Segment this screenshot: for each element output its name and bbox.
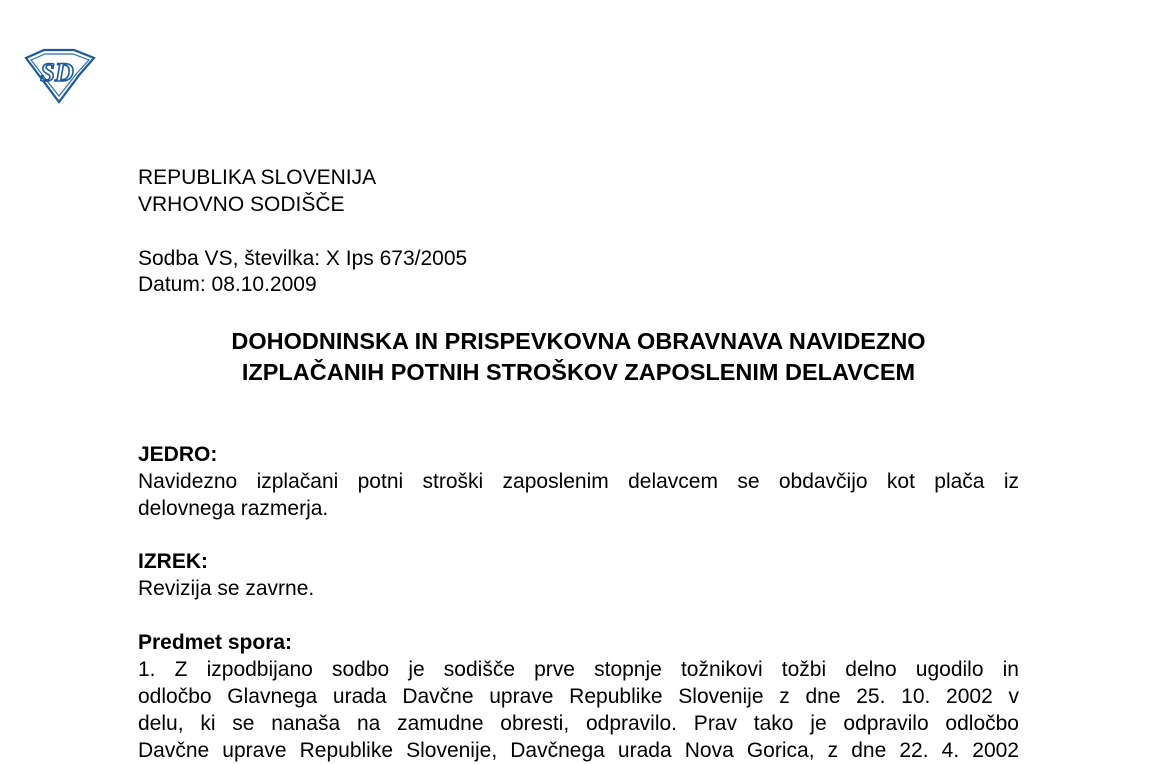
document-title-line-1: DOHODNINSKA IN PRISPEVKOVNA OBRAVNAVA NAVIDEZNO: [231, 328, 926, 354]
court-logo-icon: [22, 48, 96, 104]
predmet-text: [138, 656, 1019, 764]
jedro-heading: JEDRO:: [138, 443, 218, 466]
izrek-text: Revizija se zavrne.: [138, 577, 315, 600]
predmet-line-4: Davčne uprave Republike Slovenije, Davčnega urada Nova Gorica, z dne 22. 4. 2002: [138, 739, 1019, 762]
case-date: Datum: 08.10.2009: [138, 273, 317, 296]
predmet-line-2: odločbo Glavnega urada Davčne uprave Republike Slovenije z dne 25. 10. 2002 v: [138, 685, 1019, 708]
jedro-line-2: delovnega razmerja.: [138, 497, 329, 520]
izrek-heading: IZREK:: [138, 550, 208, 573]
predmet-line-1: 1. Z izpodbijano sodbo je sodišče prve stopnje tožnikovi tožbi delno ugodilo in: [138, 658, 1019, 681]
court-name: VRHOVNO SODIŠČE: [138, 193, 345, 216]
predmet-heading: Predmet spora:: [138, 631, 293, 654]
document-title-line-2: IZPLAČANIH POTNIH STROŠKOV ZAPOSLENIM DELAVCEM: [241, 359, 916, 385]
case-number: Sodba VS, številka: X Ips 673/2005: [138, 247, 468, 270]
jedro-text: [138, 468, 1019, 522]
logo-lettering: SD: [40, 58, 74, 87]
court-country: REPUBLIKA SLOVENIJA: [138, 166, 377, 189]
jedro-line-1: Navidezno izplačani potni stroški zaposlenim delavcem se obdavčijo kot plača iz: [138, 470, 1019, 493]
predmet-line-3: delu, ki se nanaša na zamudne obresti, odpravilo. Prav tako je odpravilo odločbo: [138, 712, 1019, 735]
